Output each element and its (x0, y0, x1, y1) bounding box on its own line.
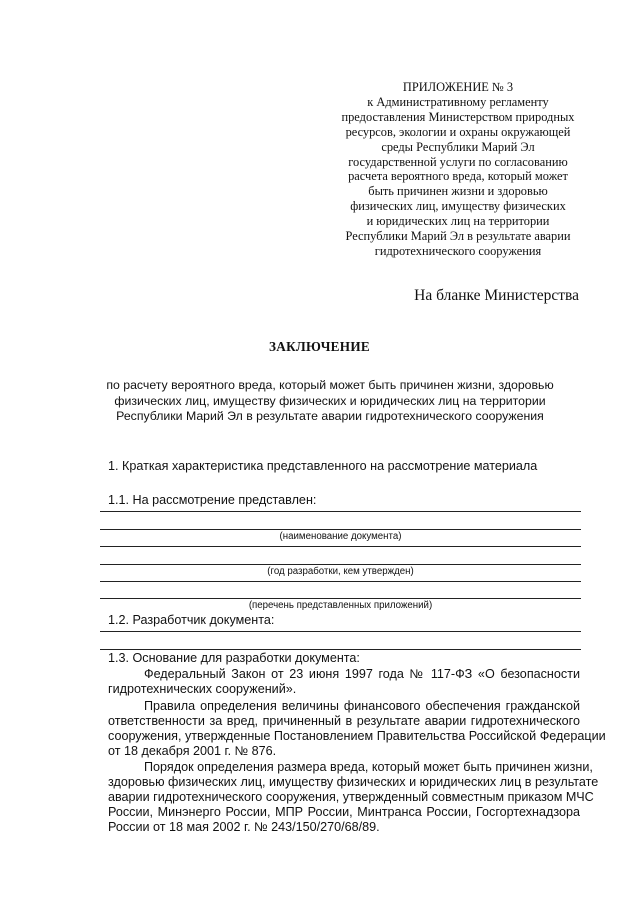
paragraph-line: от 18 декабря 2001 г. № 876. (108, 743, 277, 758)
basis-paragraph (108, 667, 580, 697)
paragraph-line: сооружения, утвержденные Постановлением Правительства Российской Федерации (108, 728, 606, 743)
letterhead-note: На бланке Министерства (414, 287, 579, 304)
paragraph-line: Порядок определения размера вреда, который может быть причинен жизни, (144, 760, 593, 774)
fill-line (100, 649, 581, 650)
caption-document-name: (наименование документа) (279, 531, 402, 542)
caption-attachments: (перечень представленных приложений) (248, 600, 433, 611)
section-1-heading: 1. Краткая характеристика представленного на рассмотрение материала (108, 459, 538, 473)
paragraph-line: ответственности за вред, причиненный в результате аварии гидротехнического (108, 713, 580, 728)
appendix-header (334, 80, 582, 259)
basis-paragraph (108, 699, 606, 759)
fill-line (100, 581, 581, 582)
paragraph-line: России от 18 мая 2002 г. № 243/150/270/68/89. (108, 819, 380, 834)
appendix-line: среды Республики Марий Эл (381, 139, 535, 154)
fill-line (100, 598, 581, 599)
appendix-line: физических лиц, имуществу физических (350, 199, 566, 214)
appendix-line: быть причинен жизни и здоровью (368, 184, 548, 199)
item-1-1-label: 1.1. На рассмотрение представлен: (108, 493, 317, 507)
subtitle-line: физических лиц, имуществу физических и юридических лиц на территории (114, 393, 546, 408)
appendix-line: ресурсов, экологии и охраны окружающей (345, 124, 571, 139)
appendix-line: гидротехнического сооружения (374, 243, 542, 258)
appendix-line: к Административному регламенту (367, 94, 549, 109)
paragraph-line: гидротехнических сооружений». (108, 681, 297, 696)
paragraph-line: Федеральный Закон от 23 июня 1997 года № 117-ФЗ «О безопасности (144, 667, 580, 681)
paragraph-line: аварии гидротехнического сооружения, утвержденный совместным приказом МЧС (108, 789, 594, 804)
caption-year-approved: (год разработки, кем утвержден) (267, 566, 414, 577)
fill-line (100, 631, 581, 632)
appendix-line: государственной услуги по согласованию (348, 154, 568, 169)
appendix-line: и юридических лиц на территории (366, 214, 550, 229)
fill-line (100, 529, 581, 530)
document-title: ЗАКЛЮЧЕНИЕ (268, 339, 370, 354)
basis-paragraph (108, 760, 599, 835)
appendix-line: расчета вероятного вреда, который может (348, 169, 568, 184)
item-1-2-label: 1.2. Разработчик документа: (108, 613, 275, 627)
appendix-line: Республики Марий Эл в результате аварии (345, 229, 571, 244)
appendix-line: ПРИЛОЖЕНИЕ № 3 (402, 80, 514, 94)
fill-line (100, 546, 581, 547)
fill-line (100, 511, 581, 512)
appendix-line: предоставления Министерством природных (341, 109, 575, 124)
paragraph-line: Правила определения величины финансового обеспечения гражданской (144, 699, 580, 713)
fill-line (100, 564, 581, 565)
document-subtitle (100, 378, 560, 425)
paragraph-line: здоровью физических лиц, имуществу физических и юридических лиц в результате (108, 774, 599, 789)
item-1-3-label: 1.3. Основание для разработки документа: (108, 651, 360, 665)
subtitle-line: Республики Марий Эл в результате аварии гидротехнического сооружения (116, 409, 544, 423)
paragraph-line: России, Минэнерго России, МПР России, Минтранса России, Госгортехнадзора (108, 804, 580, 819)
subtitle-line: по расчету вероятного вреда, который может быть причинен жизни, здоровью (106, 378, 554, 392)
